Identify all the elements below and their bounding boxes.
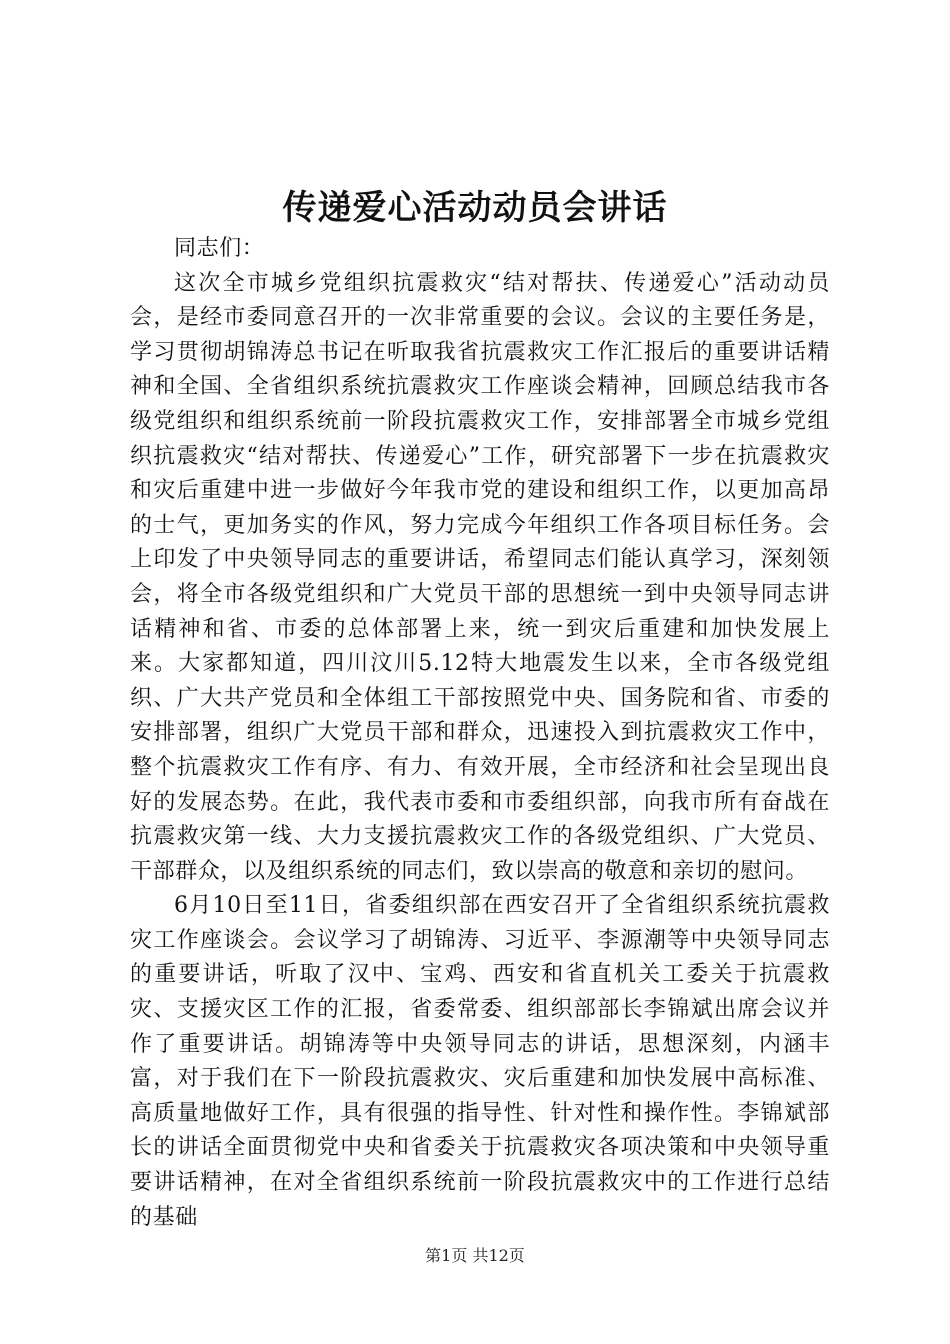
- document-body: [130, 232, 830, 1235]
- paragraph-2: 6月10日至11日，省委组织部在西安召开了全省组织系统抗震救灾工作座谈会。会议学习了胡锦涛、习近平、李源潮等中央领导同志的重要讲话，听取了汉中、宝鸡、西安和省直机关工委关于抗震救灾、支援灾区工作的汇报，省委常委、组织部部长李锦斌出席会议并作了重要讲话。胡锦涛等中央领导同志的讲话，思想深刻，内涵丰富，对于我们在下一阶段抗震救灾、灾后重建和加快发展中高标准、高质量地做好工作，具有很强的指导性、针对性和操作性。李锦斌部长的讲话全面贯彻党中央和省委关于抗震救灾各项决策和中央领导重要讲话精神，在对全省组织系统前一阶段抗震救灾中的工作进行总结的基础: [130, 893, 830, 1230]
- salutation: 同志们：: [174, 236, 265, 261]
- paragraph-1: 这次全市城乡党组织抗震救灾“结对帮扶、传递爱心”活动动员会，是经市委同意召开的一次非常重要的会议。会议的主要任务是，学习贯彻胡锦涛总书记在听取我省抗震救灾工作汇报后的重要讲话精神和全国、全省组织系统抗震救灾工作座谈会精神，回顾总结我市各级党组织和组织系统前一阶段抗震救灾工作，安排部署全市城乡党组织抗震救灾“结对帮扶、传递爱心”工作，研究部署下一步在抗震救灾和灾后重建中进一步做好今年我市党的建设和组织工作，以更加高昂的士气，更加务实的作风，努力完成今年组织工作各项目标任务。会上印发了中央领导同志的重要讲话，希望同志们能认真学习，深刻领会，将全市各级党组织和广大党员干部的思想统一到中央领导同志讲话精神和省、市委的总体部署上来，统一到灾后重建和加快发展上来。大家都知道，四川汶川5.12特大地震发生以来，全市各级党组织、广大共产党员和全体组工干部按照党中央、国务院和省、市委的安排部署，组织广大党员干部和群众，迅速投入到抗震救灾工作中，整个抗震救灾工作有序、有力、有效开展，全市经济和社会呈现出良好的发展态势。在此，我代表市委和市委组织部，向我市所有奋战在抗震救灾第一线、大力支援抗震救灾工作的各级党组织、广大党员、干部群众，以及组织系统的同志们，致以崇高的敬意和亲切的慰问。: [130, 270, 830, 884]
- page-footer: 第1页 共12页: [425, 1246, 525, 1265]
- document-title: 传递爱心活动动员会讲话: [282, 188, 668, 228]
